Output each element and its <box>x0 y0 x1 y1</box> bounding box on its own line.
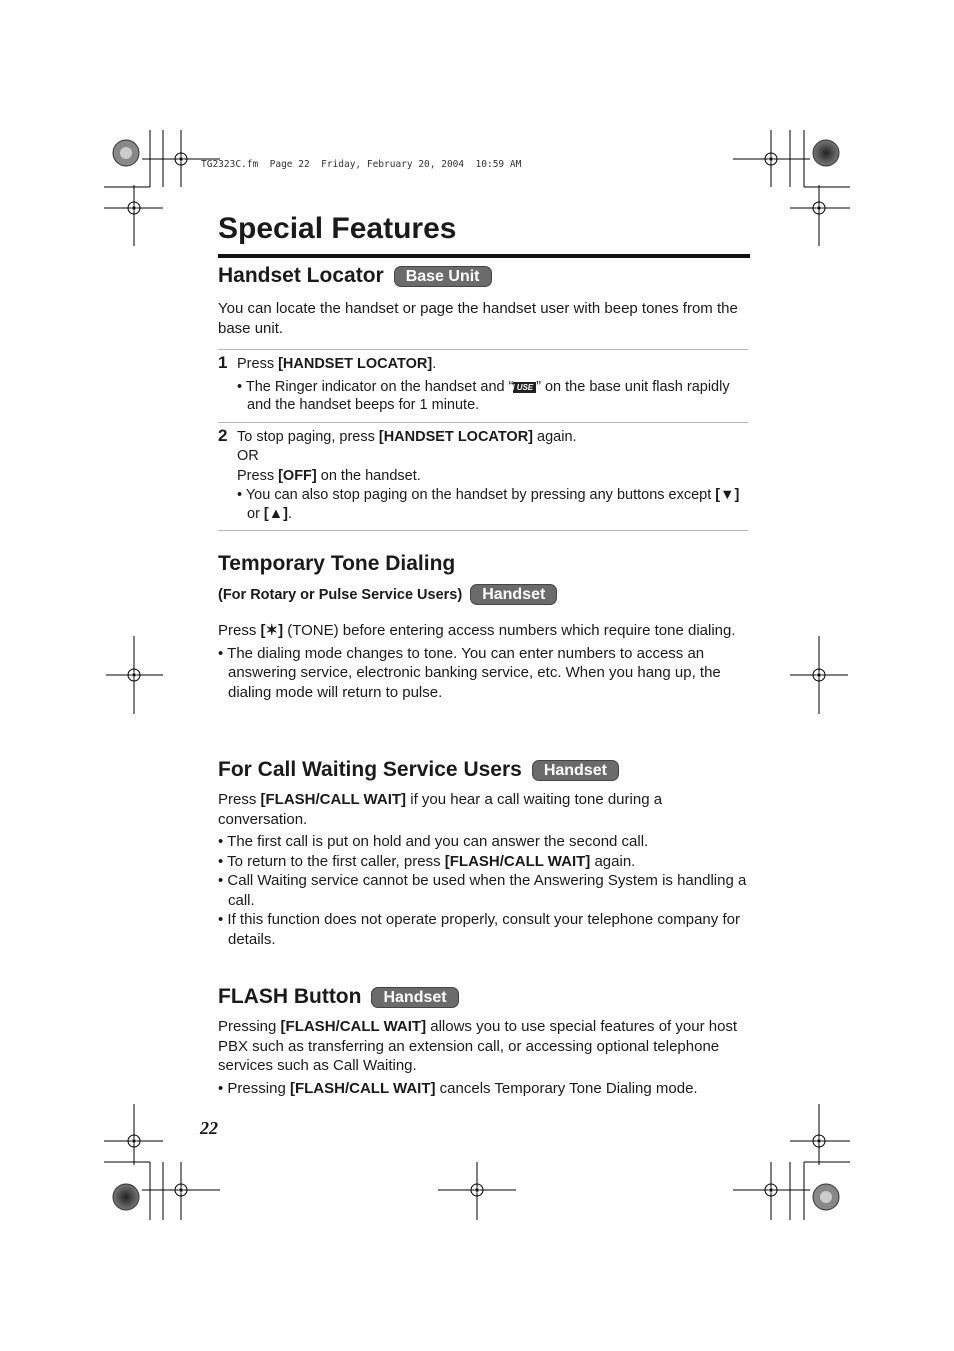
handset-locator-title: Handset Locator <box>218 264 384 287</box>
call-waiting-heading <box>218 758 748 782</box>
step-2-bullet: • You can also stop paging on the handset by pressing any buttons except [▼] or [▲]. <box>237 487 740 522</box>
flash-button-bullet: • Pressing [FLASH/CALL WAIT] cancels Temporary Tone Dialing mode. <box>218 1079 698 1097</box>
base-unit-badge: Base Unit <box>394 266 492 287</box>
handset-locator-section <box>218 264 748 531</box>
tone-dialing-bullet: • The dialing mode changes to tone. You can enter numbers to access an answering service, electronic banking service, etc. When you hang up, the dialing mode will return to pulse. <box>218 644 721 701</box>
key-label: [OFF] <box>278 467 317 484</box>
key-label: [HANDSET LOCATOR] <box>378 428 533 445</box>
step-1 <box>218 350 748 422</box>
title-rule <box>218 254 750 258</box>
page-number: 22 <box>200 1118 218 1138</box>
call-waiting-bullet-4: • If this function does not operate properly, consult your telephone company for details. <box>218 911 740 948</box>
key-label: [FLASH/CALL WAIT] <box>444 852 591 870</box>
step-number: 2 <box>218 425 228 445</box>
step-1-bullet: • The Ringer indicator on the handset and “IN USE ” on the base unit flash rapidly and the handset beeps for 1 minute. <box>237 378 730 413</box>
key-label: [HANDSET LOCATOR] <box>278 356 433 372</box>
in-use-indicator-icon: IN USE <box>513 382 536 393</box>
step-number: 1 <box>218 353 228 372</box>
tone-key-label: [✶] <box>260 622 284 639</box>
key-label: [FLASH/CALL WAIT] <box>280 1018 427 1035</box>
file-header: TG2323C.fm Page 22 Friday, February 20, 2004 10:59 AM <box>201 159 522 170</box>
divider <box>218 530 748 531</box>
handset-badge: Handset <box>470 584 557 605</box>
flash-button-intro: Pressing [FLASH/CALL WAIT] allows you to use special features of your host PBX such as transferring an extension call, or accessing optional telephone services such as Call Waiting. <box>218 1018 738 1074</box>
flash-button-title: FLASH Button <box>218 985 362 1008</box>
handset-locator-heading <box>218 264 748 288</box>
call-waiting-section <box>218 758 748 949</box>
step-1-text: Press [HANDSET LOCATOR]. <box>237 356 437 372</box>
key-label: [FLASH/CALL WAIT] <box>289 1079 436 1097</box>
step-2-or: OR <box>237 448 259 464</box>
step-2-line-3: Press [OFF] on the handset. <box>237 467 421 484</box>
tone-dialing-subheading <box>218 584 748 605</box>
tone-dialing-section <box>218 552 748 702</box>
handset-badge: Handset <box>532 760 619 781</box>
step-2-line-1: To stop paging, press [HANDSET LOCATOR] again. <box>237 428 577 445</box>
key-label: [FLASH/CALL WAIT] <box>260 791 407 808</box>
tone-dialing-intro: Press [✶] (TONE) before entering access numbers which require tone dialing. <box>218 622 736 639</box>
flash-button-heading <box>218 985 748 1009</box>
down-key-label: [▼] <box>715 487 740 503</box>
page-title: Special Features <box>218 212 457 245</box>
handset-locator-intro: You can locate the handset or page the handset user with beep tones from the base unit. <box>218 300 738 337</box>
up-key-label: [▲] <box>263 505 288 522</box>
call-waiting-bullet-2: • To return to the first caller, press [FLASH/CALL WAIT] again. <box>218 852 636 870</box>
tone-dialing-subtitle: (For Rotary or Pulse Service Users) <box>218 586 463 603</box>
tone-dialing-heading: Temporary Tone Dialing <box>218 552 456 575</box>
call-waiting-bullet-3: • Call Waiting service cannot be used when the Answering System is handling a call. <box>218 872 747 909</box>
flash-button-section <box>218 985 748 1098</box>
handset-badge: Handset <box>371 987 458 1008</box>
call-waiting-title: For Call Waiting Service Users <box>218 758 522 781</box>
call-waiting-intro: Press [FLASH/CALL WAIT] if you hear a call waiting tone during a conversation. <box>218 791 663 828</box>
step-2 <box>218 423 748 531</box>
call-waiting-bullet-1: • The first call is put on hold and you can answer the second call. <box>218 833 649 850</box>
